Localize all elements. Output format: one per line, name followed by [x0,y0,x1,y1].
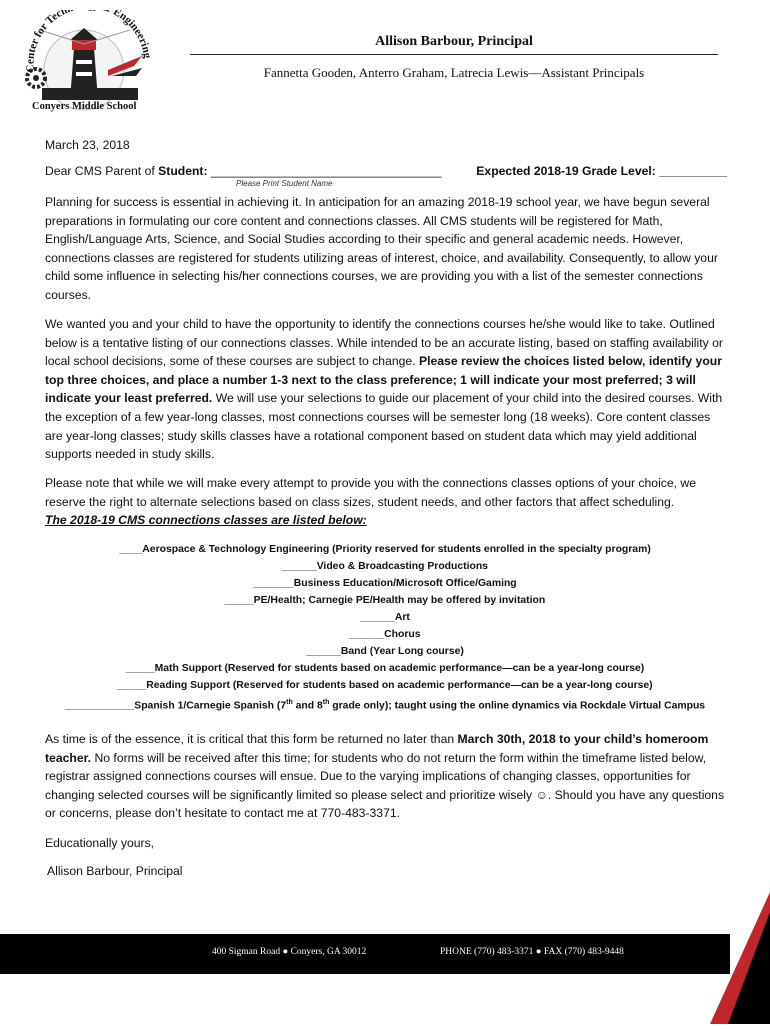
course-item[interactable]: _____Reading Support (Reserved for students based on academic performance—can be a year-long course) [117,680,653,691]
letter-date: March 23, 2018 [45,138,130,152]
footer-bar [0,934,770,974]
course-item[interactable]: ______Art [360,612,410,623]
course-list-heading: The 2018-19 CMS connections classes are listed below: [45,513,367,528]
paragraph-intro: Planning for success is essential in achieving it. In anticipation for an amazing 2018-19 school year, we have begun several preparations in formulating our core content and connections classes. All CMS students will be registered for Math, English/Language Arts, Science, and Social Studies according to their specific and general academic needs. However, connections classes are registered for students utilizing areas of interest, choice, and availability. Consequently, to allow your child some influence in selecting his/her connections courses, we are providing you with a list of the semester connections courses. [45,195,718,302]
course-item[interactable]: ____Aerospace & Technology Engineering (Priority reserved for students enrolled in the specialty program) [119,544,651,555]
student-name-hint: Please Print Student Name [236,179,333,188]
footer-phone: PHONE (770) 483-3371 ● FAX (770) 483-9448 [440,947,624,957]
course-item[interactable]: _______Business Education/Microsoft Office/Gaming [253,578,517,589]
course-item[interactable]: _____PE/Health; Carnegie PE/Health may be offered by invitation [224,595,546,606]
logo-arc-text: Center for Tech Engineering [24,10,154,73]
paragraph-instructions: We wanted you and your child to have the opportunity to identify the connections courses he/she would like to take. Outlined below is a tentative listing of our connections classes. While intended to be an accurate listing, based on staffing availability or local school decisions, some of these courses are subject to change. Please review the choices listed below, identify your top three choices, and place a number 1-3 next to the class preference; 1 will indicate your most preferred; 3 will indicate your least preferred. We will use your selections to guide our placement of your child into the desired courses. With the exception of a few year-long classes, most connections courses will be semester long (18 weeks). Core content classes are year-long classes; study skills classes have a rotational component based on student data which may yield additional supports needed in study skills. [45,317,723,462]
letterhead [190,34,718,81]
grade-level-field[interactable]: Expected 2018-19 Grade Level: __________ [476,164,727,178]
assistant-principals: Fannetta Gooden, Anterro Graham, Latrecia Lewis—Assistant Principals [263,65,645,80]
course-item[interactable]: ______Video & Broadcasting Productions [282,561,488,572]
course-item[interactable]: ______Band (Year Long course) [306,646,464,657]
course-item-spanish[interactable]: ____________Spanish 1/Carnegie Spanish (7th and 8th grade only); taught using the online dynamics via Rockdale Virtual Campus [64,699,706,712]
principal-name: Allison Barbour, Principal [190,34,718,55]
footer-address: 400 Sigman Road ● Conyers, GA 30012 [212,947,367,957]
instructions-bold: Please review the choices listed below, identify your top three choices, and place a number 1-3 next to the class preference; 1 will indicate your most preferred; 3 will indicate your least preferred. [45,354,722,406]
logo-school-name: Conyers Middle School [32,101,137,112]
student-label: Student: [158,164,208,178]
decorative-corner [710,892,770,1024]
deadline-bold: March 30th, 2018 to your child’s homeroom teacher. [45,732,709,765]
signature: Allison Barbour, Principal [47,864,183,878]
paragraph-deadline: As time is of the essence, it is critical that this form be returned no later than March 30th, 2018 to your child’s homeroom teacher. No forms will be received after this time; for students who do not return the form within the timeframe listed below, registrar assigned connections courses will ensue. Due to the varying implications of changing classes, opportunities for changing selected courses will be significantly limited so please select and prioritize wisely ☺. Should you have any questions or concerns, please don’t hesitate to contact me at 770-483-3371. [45,732,725,821]
course-item[interactable]: ______Chorus [349,629,421,640]
paragraph-note: Please note that while we will make every attempt to provide you with the connections classes options of your choice, we reserve the right to alternate selections based on class sizes, student needs, and other factors that affect scheduling. The 2018-19 CMS connections classes are listed below: [45,476,697,528]
course-item[interactable]: _____Math Support (Reserved for students based on academic performance—can be a year-long course) [125,663,645,674]
student-name-blank[interactable]: __________________________________ [207,164,442,178]
closing: Educationally yours, [45,836,155,850]
course-list [30,541,740,714]
school-logo [12,10,162,114]
salutation: Dear CMS Parent of Student: __________________________________ [45,164,442,178]
